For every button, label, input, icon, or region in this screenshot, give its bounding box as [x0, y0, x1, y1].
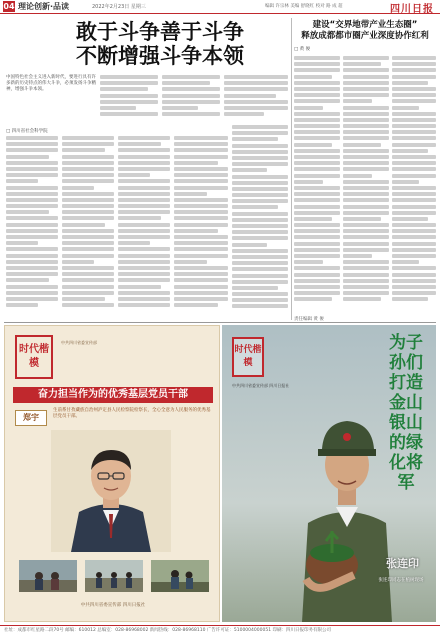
- right-column-1: [294, 56, 340, 312]
- right-headline-line1: 建设“交界地带产业生态圈”: [312, 20, 418, 30]
- ad-green-general: [222, 325, 436, 622]
- main-lead: 中国特色社会主义进入新时代，要进行具有许多新的历史特点的伟大斗争，必须发扬斗争精神，增强斗争本领。: [6, 75, 96, 92]
- main-headline-line1: 敢于斗争善于斗争: [76, 19, 244, 44]
- right-column-3: [392, 56, 436, 312]
- body-column-5: [232, 125, 288, 318]
- right-column-2: [343, 56, 389, 312]
- ad-left-footer: 中共四川省委宣传部 四川日报社: [80, 603, 146, 608]
- profile-description: 生前系甘孜藏族自治州泸定县人民检察院检察长，全心全意为人民服务的优秀基层党员干部。: [53, 408, 211, 419]
- ad-right-person-name: 张连印: [386, 557, 419, 570]
- body-column-4: [174, 136, 228, 318]
- ad-right-seal-subtitle: 中共四川省委宣传部 四川日报社: [232, 383, 290, 388]
- main-headline-line2: 不断增强斗争本领: [76, 43, 244, 68]
- era-model-seal-icon: 时代楷模: [15, 335, 53, 379]
- portrait-photo: [51, 430, 171, 552]
- body-column-3: [118, 136, 170, 318]
- ad-right-caption: 张连印同志在植树现场: [378, 578, 424, 583]
- ad-left-title: 奋力担当作为的优秀基层党员干部: [13, 387, 213, 403]
- thumbnail-photo-2: [85, 560, 143, 592]
- photo-thumbnails: [19, 560, 209, 592]
- section-divider: [4, 322, 436, 323]
- main-headline: [60, 20, 260, 68]
- ad-left-seal-subtitle: 中共四川省委宣传部: [61, 340, 97, 345]
- column-divider: [291, 18, 292, 320]
- editor-info: 编辑 许宗林 美编 舒晓红 校对 路 成 超: [265, 4, 343, 9]
- veteran-portrait: [292, 403, 402, 622]
- ad-outstanding-party-member: [4, 325, 220, 622]
- ad-right-title: 为子孙们打造金山银山的绿化将军: [389, 333, 423, 493]
- right-headline-line2: 释放成都都市圈产业深度协作红利: [301, 31, 429, 41]
- masthead: [0, 0, 440, 14]
- paper-logo: 四川日报: [390, 4, 434, 15]
- body-column-1: [6, 136, 58, 318]
- right-byline: □ 黄 俊: [294, 47, 311, 52]
- page-number: 04: [3, 2, 15, 11]
- era-model-seal-icon-right: 时代楷模: [232, 337, 264, 377]
- issue-date: 2022年2月23日 星期三: [92, 4, 146, 10]
- page-footer: 社址：成都市红星路二段70号 邮编：610012 总编室：028-86968002 新闻热线：028-86968110 广告许可证：5100004000051 印刷：四川日报印务有限公司: [0, 625, 440, 635]
- body-column-2: [62, 136, 114, 318]
- section-name: 理论创新·品读: [18, 2, 70, 11]
- main-text-column-1: [100, 75, 158, 120]
- right-headline: [294, 20, 436, 42]
- thumbnail-photo-3: [151, 560, 209, 592]
- portrait-illustration: [51, 430, 171, 552]
- main-text-column-3: [224, 75, 288, 120]
- main-byline: □ 四川省社会科学院: [6, 129, 48, 134]
- profile-name: 郑宇: [15, 410, 47, 426]
- main-text-column-2: [162, 75, 220, 120]
- thumbnail-photo-1: [19, 560, 77, 592]
- editor-credit: 责任编辑 黄 俊: [294, 317, 324, 322]
